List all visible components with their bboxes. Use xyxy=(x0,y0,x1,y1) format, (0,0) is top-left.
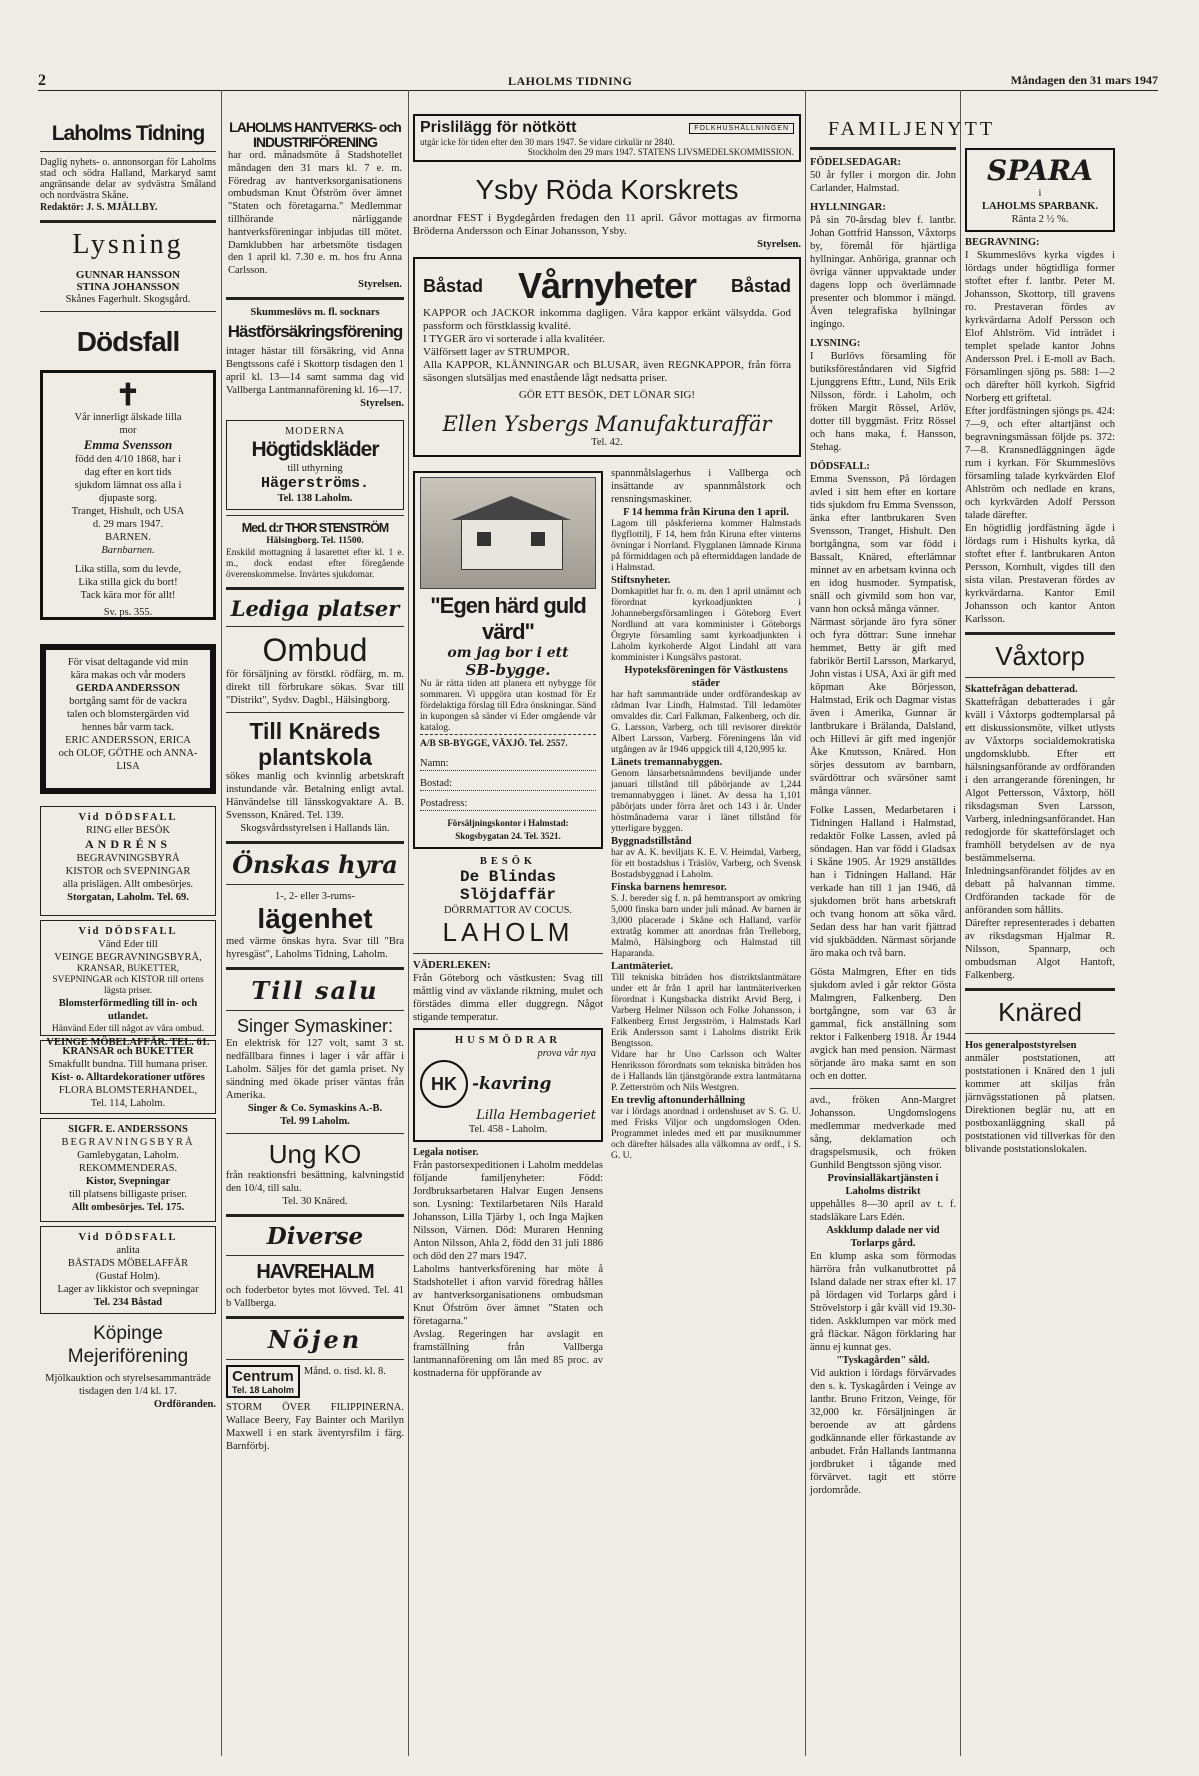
onskas-title: Önskas hyra xyxy=(232,849,398,879)
spara-bank: LAHOLMS SPARBANK. xyxy=(982,201,1098,212)
blindas-title: De Blindas Slöjdaffär xyxy=(459,868,556,904)
kopinge-text: Mjölkauktion och styrelsesammanträde tisdagen den 1/4 kl. 17. xyxy=(45,1373,211,1397)
gosta-text: Gösta Malmgren, Efter en tids sjukdom avled i går rektor Gösta Malmgren, Falkenberg. Den bortgångne, som var 63 år gammal, fick anställning som rektor i Falkenberg 1918. År 1944 avgick han med pension. Närmast sörjande äro maka samt en son och en dotter. xyxy=(810,967,956,1082)
dodsfall-title: Dödsfall xyxy=(76,326,180,357)
legala-text: Från pastorsexpeditionen i Laholm meddelas följande familjenyheter: Född: Jordbruksarbetaren Halvar Eugen Jensens son. Lysning: Textilarbetaren Nils Harald Johansson, Lilla Tjärby 1, och Inga Majken Nilsson, Värnen. Död: Muraren Henning Anton Nilsson, Ahla 2, född den 31 juli 1886 och död den 27 mars 1947. xyxy=(413,1160,603,1262)
page-number: 2 xyxy=(38,72,46,89)
egen-text: Nu är rätta tiden att planera ett nybygge för sommaren. Vi uppgöra utan kostnad för Er fördelaktiga förslag till Edra önskningar. Sänd in kupongen så sänder vi Eder omgående vår katalog. xyxy=(420,679,596,733)
column-3-body xyxy=(413,467,801,1380)
begravning-text-3: En högtidlig jordfästning ägde i lördags rum i Hishults kyrka, då stoftet efter f. lantbrukaren Anton Persson, Kornhult, vigdes till den sista vilan. Prestaveran fördes av kyrkvärdarna. Kantor Emil Johansson och kantor Anton Karlsson. xyxy=(965,523,1115,625)
hog-small: MODERNA xyxy=(284,425,346,437)
obit-family-2: Barnbarnen. xyxy=(101,545,155,556)
spara-rate: Ränta 2 ½ %. xyxy=(1011,214,1069,225)
knared-title: Knäred xyxy=(998,997,1082,1027)
egen-seller: Försäljningskontor i Halmstad: Skogsbygatan 24. Tel. 3521. xyxy=(447,818,569,841)
lysning-name-2: STINA JOHANSSON xyxy=(76,281,180,293)
ad-andrens-l0: Vid DÖDSFALL xyxy=(78,812,178,823)
vaxtorp-text: Skattefrågan debatterades i går kväll i Våxtorps godtemplarsal på ett diskussionsmöte, vilket utlysts av Våxtorps socialdemokratiska ungdomsklubb. Efter ett hälsningsanförande av ordföranden i den arrangerande föreningen, hr Algot Pettersson, Våxtorp, höll riksdagsman Sven Larsson, Varberg, inledningsanförandet. Han redogjorde för skatteförslaget och framhöll betydelsen av de nya bestämmelserna. Inledningsanförandet följdes av en debatt på halvannan timme. Ordföranden tackade för de anföranden som hållits. xyxy=(965,697,1115,916)
hantverk-title: LAHOLMS HANTVERKS- och INDUSTRIFÖRENING xyxy=(229,119,401,150)
prislagg-ad xyxy=(413,114,801,162)
blindas-city: LAHOLM xyxy=(442,917,574,947)
havrehalm-text: och foderbetor bytes mot lövved. Tel. 41 b Vallberga. xyxy=(226,1284,404,1309)
obit-intro: Vår innerligt älskade lilla mor xyxy=(74,412,182,436)
ungko-text: från reaktionsfri besättning, kalvningstid den 10/4, till salu. xyxy=(226,1169,404,1194)
ad-flora-l4: Tel. 114, Laholm. xyxy=(90,1098,166,1109)
familj-title: FAMILJENYTT xyxy=(828,118,996,140)
dodsfall-head: DÖDSFALL: xyxy=(810,461,870,472)
lagenhet-title: lägenhet xyxy=(257,902,373,934)
cross-icon: ✝ xyxy=(115,379,141,412)
lysning-places: Skånes Fagerhult. Skogsgård. xyxy=(65,294,191,305)
ad-andrens-l4: KISTOR och SVEPNINGAR xyxy=(65,866,191,877)
house-illustration xyxy=(420,477,596,589)
hk-tel: Tel. 458 - Laholm. xyxy=(468,1124,548,1135)
singer-sign-2: Tel. 99 Laholm. xyxy=(280,1115,350,1127)
plantskola-title-1: Till Knäreds xyxy=(249,717,381,744)
stiftsnyheter-text: Domkapitlet har fr. o. m. den 1 april utnämnt och förordnat kyrkoadjunkten i Johannebergsförsamlingen i Göteborg Evert Nordlund att vara komminister i Göteborgs Örgryte församling samt kyrkoadjunkten i Laholm kyrkoherde Algot Lindahl att vara komminister i Kungsälvs pastorat. xyxy=(611,587,801,663)
prislagg-text: utgår icke för tiden efter den 30 mars 1947. Se vidare cirkulär nr 2840. xyxy=(420,137,675,147)
plantskola-text: sökes manlig och kvinnlig arbetskraft instundande vår. Betalning enligt avtal. Hänvändelse till länsskogvaktare A. B. Svensson, Knäred. Tel. 139. xyxy=(226,770,404,821)
ad-andrens-l3: BEGRAVNINGSBYRÅ xyxy=(76,853,180,864)
centrum-name: Centrum xyxy=(232,1367,294,1385)
ombud-text: för försäljning av förstkl. rödfärg, m. m. direkt till förbrukare sökas. Svar till "Distrikt", Sydsv. Dagbl., Hälsingborg. xyxy=(226,668,404,706)
obit-text: född den 4/10 1868, har i dag efter en kort tids sjukdom lämnat oss alla i djupaste sorg. xyxy=(74,454,182,504)
varnyheter-left: Båstad xyxy=(423,275,484,296)
ad-sigfr xyxy=(40,1118,216,1222)
ad-bastad-l2: BÅSTADS MÖBELAFFÄR xyxy=(67,1258,189,1269)
lysning-title: Lysning xyxy=(72,229,184,260)
centrum-logo xyxy=(226,1365,300,1398)
lysning-text: I Burlövs församling för butiksföreståndaren vid Sigfrid Ljunggrens Efttr., Lund, Nils Erik Nilsson, fördr. i Laholm, och fröken Margit Rössel, Arlöv, dotter till byggmäst. Fritz Rössel och hans maka, f. Hansson, Stehag. xyxy=(810,351,956,453)
hagerstroms-ad xyxy=(226,420,404,510)
lediga-title: Lediga platser xyxy=(230,595,400,621)
hog-sub: till uthyrning xyxy=(287,462,343,474)
begravning-text-2: Efter jordfästningen sjöngs ps. 424: 7—9, och efter altartjänst och begravningsmässan följde ps. 372: 7—8. Kransnedläggningen ägde rum i kyrkan. För Skummeslövs församling talade kyrkvärden Elof Ahlström och nedlade en krans, och kyrkvärden Adolf Persson talade därefter. xyxy=(965,406,1115,521)
doctor-text: Enskild mottagning å lasarettet efter kl. 1 e. m., dock endast efter föregående överenskommelse. Invärtes sjukdomar. xyxy=(226,547,404,580)
varnyheter-line-2: I TYGER äro vi sorterade i alla kvalitéer. xyxy=(423,333,605,345)
vaderleken-text: Från Göteborg och västkusten: Svag till måttlig vind av växlande riktning, mulet och förstädes dimma eller duggregn. Något stigande temperatur. xyxy=(413,973,603,1023)
fodelse-head: FÖDELSEDAGAR: xyxy=(810,157,902,168)
fodelse-text: 50 år fyller i morgon dir. John Carlander, Halmstad. xyxy=(810,170,956,194)
varnyheter-line-5: GÖR ETT BESÖK, DET LÖNAR SIG! xyxy=(518,389,696,401)
vaxtorp-text-2: Därefter representerades i debatten av riksdagsman Hjalmar R. Nilsson, Spannarp, och ombudsman Algot Hantoft, Falkenberg. xyxy=(965,918,1115,981)
forsakring-sign: Styrelsen. xyxy=(360,397,404,409)
hantverk-notice: Laholms hantverksförening har möte å Stadshotellet i afton varvid föredrag hålles av hantverksorganisationens ombudsman Knut Öfström över ämnet "Staten och företagarna." xyxy=(413,1264,603,1327)
centrum-tel: Tel. 18 Laholm xyxy=(232,1384,294,1395)
knared-head: Hos generalpoststyrelsen xyxy=(965,1040,1077,1051)
thanks-sign: ERIC ANDERSSON, ERICA och OLOF, GÖTHE och ANNA-LISA xyxy=(58,735,198,772)
byggnad-title: Byggnadstillstånd xyxy=(611,836,692,847)
egen-field-postal[interactable]: Postadress: xyxy=(420,797,596,811)
byggnad-text: har av A. K. beviljats K. E. V. Heimdal, Varberg, för ett bostadshus i Träslöv, Varberg, och Svensk Bostadsbyggnad i Laholm. xyxy=(611,848,801,880)
ad-bastad-l0: Vid DÖDSFALL xyxy=(78,1232,178,1243)
hypotek-text: har haft sammanträde under ordförandeskap av rådman Ivar Lindh, Halmstad. Till ledamöter omvaldes dir. Carl Falkman, Falkenberg, och dir. G. Larsson, Varberg, och till revisorer direktör Albert Larsson, Varberg. Föreningens lån vid utgången av år 1946 uppgick till 4,120,995 kr. xyxy=(611,690,801,755)
plantskola-title-2: plantskola xyxy=(258,743,372,770)
ad-veinge-l2: VEINGE BEGRAVNINGSBYRÅ, xyxy=(54,952,202,963)
ad-veinge xyxy=(40,920,216,1048)
column-3a xyxy=(413,467,603,1380)
egen-field-name[interactable]: Namn: xyxy=(420,757,596,771)
ad-andrens-l5: alla prislägen. Allt ombesörjes. xyxy=(62,879,194,890)
avslag-text: Avslag. Regeringen har avslagit en framställning från Vallberga lantmannaförening om lån med 85 proc. av kostnaderna för uppförande av xyxy=(413,1329,603,1379)
obit-place: Tranget, Hishult, och USA d. 29 mars 1947. xyxy=(71,506,185,530)
film-text: STORM ÖVER FILIPPINERNA. Wallace Beery, Fay Bainter och Marilyn Maxwell i en stark äventyrsfilm i färg. Barnförbj. xyxy=(226,1401,404,1452)
spara-title: SPARA xyxy=(987,154,1093,187)
blindas-sub: DÖRRMATTOR AV COCUS. xyxy=(443,905,573,916)
provins-title: Provinsialläkartjänsten i Laholms distrikt xyxy=(827,1173,939,1197)
varnyheter-title: Vårnyheter xyxy=(517,265,697,306)
doctor-sub: Hälsingborg. Tel. 11500. xyxy=(266,535,364,546)
afton-title: En trevlig aftonunderhållning xyxy=(611,1095,745,1106)
finska-text: S. J. bereder sig f. n. på hemtransport av omkring 5,000 finska barn under juli månad. Av barnen är 3,000 placerade i Skåne och Halland, varför extratåg kommer att anordnas från Trelleborg, Malmö, Hälsingborg och Halmstad till Haparanda. xyxy=(611,894,801,959)
dodsfall-text-2: Närmast sörjande äro fyra söner och fyra döttrar: Sune innehar hemmet, Betty är gift med fabrikör Bertil Larsson, Markaryd, John vistas i USA, Axi är gift med köpman Ake Börjesson, Halmstad, Erik och Dagmar vistas även i Amerika, Gunnar är lantbrukare i Brälanda, Dalsland, och Hillevi är gift med ingenjör Åke Knutsson, Knäred. Hon sörjes dessutom av barnbarn, svärdöttrar och svärsöner samt många vänner. xyxy=(810,617,956,797)
folke-text: Folke Lassen, Medarbetaren i Tidningen Halland i Halmstad, redaktör Folke Lassen, avled på söndagen. Han var född i Gladsax i Skåne 1905. År 1929 anställdes han i Tidningen Halland. Här verkade han till 1 jan 1946, då sjukdomen bröt hans arbetskraft och tvang honom att söka vård. Sedan dess har han varit fjättrad vid sjukbädden. Närmast sörjande äro maka och två barn. xyxy=(810,805,956,959)
thanks-name: GERDA ANDERSSON xyxy=(75,683,181,694)
ad-flora xyxy=(40,1040,216,1114)
begravning-text: I Skummeslövs kyrka vigdes i lördags under högtidliga former stoftet efter f. lantbr. Peter M. Johansson, Skottorp, till gravens ro. Prestaveran fördes av kyrkvärdarna Adolf Persson och Elof Ahlström. Vid inträdet i templet spelade kantor Johns Andersson Prel. i E-moll av Bach. Församlingen sjöng ps. 588: 1—2 och därefter höll kyrkoh. Sigfrid Norberg ett griftetal. xyxy=(965,250,1115,404)
varnyheter-line-3: Välförsett lager av STRUMPOR. xyxy=(423,346,570,358)
ad-veinge-l3: KRANSAR, BUKETTER, SVEPNINGAR och KISTOR till ortens lägsta priser. xyxy=(52,964,204,996)
ad-sigfr-l0: SIGFR. E. ANDERSSONS xyxy=(68,1124,188,1135)
hyllning-text: På sin 70-årsdag blev f. lantbr. Johan Gottfrid Hansson, Våxtorps by, föremål för hjärtliga hyllningar. Anhöriga, grannar och övriga vänner uppvaktade under dagens lopp och överlämnade presenter och blommor i mängd. Även telegrafiska hyllningar ingingo. xyxy=(810,215,956,330)
plantskola-sign: Skogsvårdsstyrelsen i Hallands län. xyxy=(240,822,390,834)
ad-flora-l1: Smakfullt bundna. Till humana priser. xyxy=(48,1059,208,1070)
hantverk-text: har ord. månadsmöte å Stadshotellet måndagen den 31 mars kl. 7 e. m. Föredrag av hantverksorganisationens ombudsman Knut Öfström över ämnet "Staten och företagarna." Medlemmar tillhörande närliggande hantverksföreningar inbjudas till mötet. Damklubben har arbetsmöte tisdagen den 1 april kl. 7.30 e. m. hos fru Anna Carlsson. xyxy=(228,150,402,277)
ad-veinge-l4: Blomsterförmedling till in- och utlandet. xyxy=(58,998,198,1022)
header-date: Måndagen den 31 mars 1947 xyxy=(1010,73,1158,87)
egen-sub-2: SB-bygge. xyxy=(465,661,551,679)
ungko-title: Ung KO xyxy=(268,1138,362,1169)
hk-kavring: -kavring xyxy=(472,1074,552,1094)
ad-sigfr-l3: REKOMMENDERAS. xyxy=(78,1163,178,1174)
masthead-text: Daglig nyhets- o. annonsorgan för Laholms stad och södra Halland, Markaryd samt angränsande delar av sydvästra Småland och nordvästra Skåne. xyxy=(40,157,216,201)
varnyheter-ad xyxy=(413,257,801,457)
ad-sigfr-l2: Gamlebygatan, Laholm. xyxy=(77,1150,179,1161)
column-2 xyxy=(226,92,404,1752)
rodakors-sign: Styrelsen. xyxy=(757,239,801,250)
hk-text: prova vår nya xyxy=(537,1048,596,1059)
blindas-pre: BESÖK xyxy=(479,856,537,867)
lanets-text: Genom länsarbetsnämndens beviljande under januari tillstånd till påbörjande av 1,244 tremannabyggen i länet. Av dessa ha 1,101 påbörjats under förra året och 143 i år. Under höstmånaderna varar i länet tillstånd för ytterligare byggen. xyxy=(611,769,801,834)
rodakors-title: Ysby Röda Korskrets xyxy=(475,174,739,205)
lanets-title: Länets tremannabyggen. xyxy=(611,757,723,768)
header-paper-name: LAHOLMS TIDNING xyxy=(508,74,633,88)
kopinge-title: Köpinge Mejeriförening xyxy=(67,1323,189,1367)
lysning-name-1: GUNNAR HANSSON xyxy=(75,269,181,281)
ad-veinge-l5: Hänvänd Eder till något av våra ombud. xyxy=(51,1024,205,1034)
ad-veinge-l6: VEINGE MÖBELAFFÄR. TEL. 61. xyxy=(46,1037,210,1048)
editor-line: Redaktör: J. S. MJÄLLBY. xyxy=(40,202,158,213)
varnyheter-line-1: KAPPOR och JACKOR inkomma dagligen. Våra kappor erkänt välsydda. God passform och förstklassig kvalité. xyxy=(423,307,791,332)
hyllning-head: HYLLNINGAR: xyxy=(810,202,886,213)
vaxtorp-head: Skattefrågan debatterad. xyxy=(965,684,1078,695)
centrum-header xyxy=(226,1365,404,1398)
hog-tel: Tel. 138 Laholm. xyxy=(277,492,353,504)
forsakring-head: Skummeslövs m. fl. socknars xyxy=(250,306,380,318)
hog-brand: Hägerströms. xyxy=(260,474,370,492)
egen-field-address[interactable]: Bostad: xyxy=(420,777,596,791)
mid-text: avd., fröken Ann-Margret Johansson. Ungdomslogens medlemmar medverkade med sång, deklamation och dragspelsmusik, och fröken Gunhild Bengtsson sjöng visor. xyxy=(810,1095,956,1171)
ad-flora-l0: KRANSAR och BUKETTER xyxy=(62,1046,194,1057)
ad-andrens xyxy=(40,806,216,916)
ad-sigfr-l5: till platsens billigaste priser. xyxy=(69,1189,187,1200)
ungko-tel: Tel. 30 Knäred. xyxy=(282,1195,348,1207)
kopinge-sign: Ordföranden. xyxy=(153,1399,216,1410)
singer-text: En elektrisk för 127 volt, samt 3 st. nedfällbara finnes i lager i vår affär i Laholm. Säljes för det gamla priset. Ny sändning med ökade priser väntas från Amerika. xyxy=(226,1037,404,1101)
ad-sigfr-l6: Allt ombesörjes. Tel. 175. xyxy=(71,1202,185,1213)
hog-title: Högtidskläder xyxy=(251,437,379,461)
ad-flora-l3: FLORA BLOMSTERHANDEL, xyxy=(58,1085,198,1096)
hk-pre: HUSMÖDRAR xyxy=(455,1035,561,1046)
rodakors-text: anordnar FEST i Bygdegården fredagen den 11 april. Gåvor mottagas av firmorna Bröderna Andersson och Einar Johansson, Ysby. xyxy=(413,212,801,237)
varnyheter-line-4: Alla KAPPOR, KLÄNNINGAR och BLUSAR, även REGNKAPPOR, från förra säsongen slutsäljas med enastående lågt nedsatta priser. xyxy=(423,359,791,384)
afton-text: var i lördags anordnad i ordenshuset av S. G. U. med Frisks Viljor och ungdomslogen Oden. Programmet inledes med ett par musiknummer och därefter hälsades alla välkomna av ordf., i S. G. U. xyxy=(611,1107,801,1161)
ad-bastad xyxy=(40,1226,216,1314)
thanks-box xyxy=(40,644,216,794)
ad-bastad-l1: anlita xyxy=(116,1245,140,1256)
vaxtorp-title: Våxtorp xyxy=(995,641,1085,671)
page-header xyxy=(38,72,1158,92)
kiruna-text: Lagom till påskferierna kommer Halmstads flygflottilj, F 14, hem från Kiruna efter vinterns övningar i Norrland. Flygplanen lämnade Kiruna på förmiddagen och på eftermiddagen landade de i Halmstad. xyxy=(611,519,801,573)
obit-family-1: BARNEN. xyxy=(105,532,151,543)
prislagg-stamp: FOLKHUSHÅLLNINGEN xyxy=(689,123,794,134)
column-3 xyxy=(413,92,801,1752)
obit-psalm: Sv. ps. 355. xyxy=(103,607,153,618)
hypotek-title: Hypoteksföreningen för Västkustens städer xyxy=(624,665,788,689)
ad-sigfr-l4: Kistor, Svepningar xyxy=(85,1176,171,1187)
obituary-box xyxy=(40,370,216,620)
spara-sub: i xyxy=(1038,188,1042,199)
lagenhet-pre: 1-, 2- eller 3-rums- xyxy=(275,890,355,902)
column-3b xyxy=(611,467,801,1380)
egen-coupon: A/B SB-BYGGE, VÄXJÖ. Tel. 2557. xyxy=(420,734,596,751)
ad-veinge-l0: Vid DÖDSFALL xyxy=(78,926,178,937)
ad-bastad-l4: Lager av likkistor och svepningar xyxy=(57,1284,199,1295)
spannmal-text: spannmålslagerhus i Vallberga och insättande av spannmålstork och rensningsmaskiner. xyxy=(611,468,801,505)
hantverk-sign: Styrelsen. xyxy=(358,278,402,290)
singer-sign-1: Singer & Co. Symaskins A.-B. xyxy=(247,1102,383,1114)
thanks-text: För visat deltagande vid min kära makas och vår moders xyxy=(67,657,189,681)
lysning-head: LYSNING: xyxy=(810,338,861,349)
egen-sub-1: om jag bor i ett xyxy=(447,645,569,661)
nojen-title: Nöjen xyxy=(267,1324,363,1354)
ad-andrens-l1: RING eller BESÖK xyxy=(86,825,170,836)
dodsfall-text: Emma Svensson, På lördagen avled i sitt hem efter en kortare tids sjukdom fru Emma Svensson, änka efter lantbrukaren Sven Svensson, Tranget, Hishult. Den bortgångna, som var född i Bassalt, Knäred, efterlämnar minnet av en arbetsam kvinna och en idog husmoder. Sympatisk, snäll och givmild som hon var, vann hon också många vänner. xyxy=(810,474,956,615)
vaderleken-head: VÄDERLEKEN: xyxy=(413,960,491,971)
lantmateriet-text: Till tekniska biträden hos distriktslantmätare under ett år från 1 april har lantmäteriverken förordnat i Kungsbacka distrikt Arvid Berg, i Varberg Helmer Nilsson och Folke Johansson, i Falkenberg Ernst Jergsström, i Halmstads Karl Erik Andersson samt i Laholms distrikt Erik Bengtsson. xyxy=(611,973,801,1049)
ad-andrens-l2: ANDRÉNS xyxy=(84,837,171,851)
prislagg-title: Prislilägg för nötkött xyxy=(420,119,577,136)
column-5 xyxy=(965,92,1115,1752)
sb-bygge-ad xyxy=(413,471,603,849)
forsakring-text: intager hästar till försäkring, vid Anna Bengtssons café i Skottorp tisdagen den 1 april kl. 13—14 samt samma dag vid Vallberga Lantmannaförening kl. 16—17. xyxy=(226,345,404,396)
ellen-tel: Tel. 42. xyxy=(591,437,623,448)
ad-flora-l2: Kist- o. Alltardekorationer utföres xyxy=(51,1072,205,1083)
havrehalm-title: HAVREHALM xyxy=(256,1260,374,1283)
column-1 xyxy=(40,92,216,1752)
askklump-title: Askklump dalade ner vid Torlarps gård. xyxy=(826,1225,940,1249)
doctor-title: Med. d:r THOR STENSTRÖM xyxy=(241,520,389,535)
diverse-title: Diverse xyxy=(266,1222,364,1250)
forsakring-title: Hästförsäkringsförening xyxy=(227,321,403,341)
egen-title: "Egen härd guld värd" xyxy=(430,593,586,644)
obit-name: Emma Svensson xyxy=(83,437,173,452)
ombud-title: Ombud xyxy=(262,631,368,668)
kiruna-title: F 14 hemma från Kiruna den 1 april. xyxy=(623,507,789,518)
knared-text: anmäler poststationen, att poststationen i Knäred den 1 juli kommer att skiljas från järnvägsstationen på platsen. Direktionen beglär nu, att en postboxanläggning skall på poststationen vid tillverkas för den blivande poststationslokalen. xyxy=(965,1053,1115,1155)
obit-verse: Lika stilla, som du levde, Lika stilla gick du bort! Tack kära mor för allt! xyxy=(74,564,182,601)
prislagg-sign: Stockholm den 29 mars 1947. STATENS LIVSMEDELSKOMMISSION. xyxy=(527,147,794,157)
begravning-head: BEGRAVNING: xyxy=(965,237,1040,248)
ad-veinge-l1: Vänd Eder till xyxy=(98,939,158,950)
varnyheter-right: Båstad xyxy=(730,275,791,296)
hk-brand: Lilla Hembageriet xyxy=(476,1108,596,1123)
lantmateriet-title: Lantmäteriet. xyxy=(611,961,674,972)
thanks-body: bortgång samt för de vackra talen och blomstergärden vid hennes bår varm tack. xyxy=(67,696,189,733)
lagenhet-text: med värme önskas hyra. Svar till "Bra hyresgäst", Laholms Tidning, Laholm. xyxy=(226,935,404,960)
sparbank-ad xyxy=(965,148,1115,232)
hantverk-ad xyxy=(226,120,404,291)
finska-title: Finska barnens hemresor. xyxy=(611,882,727,893)
ad-andrens-l6: Storgatan, Laholm. Tel. 69. xyxy=(67,892,189,903)
ad-bastad-l3: (Gustaf Holm). xyxy=(95,1271,161,1282)
tyskagarden-text: Vid auktion i lördags förvärvades den s. k. Tyskagården i Veinge av lantbr. Bruno Fritzon, Veinge, för 32,000 kr. Försäljningen är beroende av att gårdens godkännande eller förkastande av anbudet. Från Hallands lantmanna jordbruket i tågande med förvärvet. tagit ett större jordområde. xyxy=(810,1368,956,1496)
stiftsnyheter-title: Stiftsnyheter. xyxy=(611,575,671,586)
provins-text: uppehålles 8—30 april av t. f. stadsläkare Lars Edén. xyxy=(810,1199,956,1223)
tyskagarden-title: "Tyskagården" såld. xyxy=(836,1355,930,1366)
singer-title: Singer Symaskiner: xyxy=(236,1015,394,1036)
hembageriet-ad xyxy=(413,1028,603,1142)
hk-logo-icon: HK xyxy=(420,1060,468,1108)
legala-title: Legala notiser. xyxy=(413,1147,479,1158)
ellen-title: Ellen Ysbergs Manufakturaffär xyxy=(442,412,772,436)
column-4 xyxy=(810,92,996,1752)
ad-bastad-l5: Tel. 234 Båstad xyxy=(93,1297,163,1308)
masthead-title: Laholms Tidning xyxy=(51,122,205,145)
askklump-text: En klump aska som förmodas härröra från vulkanutbrottet på Island dalade ner strax efter kl. 17 på lördagen vid Torlarps gård i Strövelstorp i går kväll vid 19.30-tiden. Askklumpen var mörk med grå fläckar. Någon förklaring har ännu ej kunnat ges. xyxy=(810,1251,956,1353)
fosfat-text: Vidare har hr Uno Carlsson och Walter Henriksson förordnats som tekniska biträden hos de i Hallands län tjänstgörande extra lantmätarna P. Zetterström och Nils Westgren. xyxy=(611,1050,801,1093)
tillsalu-title: Till salu xyxy=(251,975,379,1005)
ad-sigfr-l1: BEGRAVNINGSBYRÅ xyxy=(61,1137,195,1148)
centrum-time: Månd. o. tisd. kl. 8. xyxy=(303,1365,386,1377)
